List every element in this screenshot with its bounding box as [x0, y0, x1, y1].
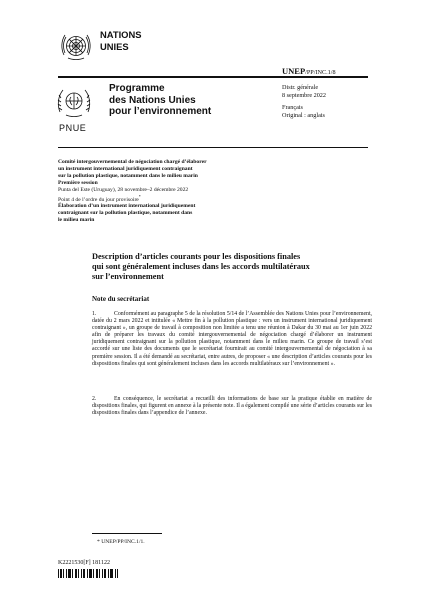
document-meta [282, 84, 326, 120]
original-language: Original : anglais [282, 112, 325, 119]
document-title-line2: qui sont généralement incluses dans les accords multilatéraux [92, 262, 310, 271]
session: Première session [58, 179, 98, 186]
document-symbol [282, 66, 336, 76]
agenda-item: Point 4 de l’ordre du jour provisoire* [58, 193, 141, 203]
document-title [92, 252, 372, 282]
committee-block [58, 159, 258, 224]
paragraph-2 [92, 396, 372, 417]
unep-emblem-icon [55, 84, 93, 120]
document-title-line3: sur l’environnement [92, 272, 164, 281]
language: Français [282, 104, 303, 111]
agenda-title-line3: le milieu marin [58, 217, 95, 224]
org-name [100, 29, 142, 52]
committee-name-line1: Comité intergouvernemental de négociation chargé d’élaborer [58, 159, 207, 165]
session-place: Punta del Este (Uruguay), 28 novembre–2 décembre 2022 [58, 186, 189, 193]
paragraph-number: 1. [92, 311, 97, 317]
header-rule-top [58, 76, 368, 78]
paragraph-text: Conformément au paragraphe 5 de la résolution 5/14 de l’Assemblée des Nations Unies pour l’environnement, datée du 2 mars 2022 et intitulée « Mettre fin à la pollution plastique : vers un instrument international juridiquement contraignant », un groupe de travail à composition non limitée a tenu une réunion à Dakar du 30 mai au 1er juin 2022 afin de préparer les travaux du comité intergouvernemental de négociation chargé d’élaborer un instrument juridiquement contraignant sur la pollution plastique, notamment dans le milieu marin. Ce groupe de travail s’est accordé sur une liste des documents que le secrétariat fournirait au comité intergouvernemental de négociation à sa première session. Il a été demandé au secrétariat, entre autres, de proposer « une description d’articles courants pour les dispositions finales qui sont généralement incluses dans les accords multilatéraux sur l’environnement ». [92, 311, 372, 367]
footnote-rule [92, 533, 162, 534]
pnue-label: PNUE [59, 123, 87, 133]
programme-name-line2: des Nations Unies [109, 94, 196, 106]
un-emblem-icon [58, 29, 94, 65]
header-rule-bottom [58, 147, 368, 148]
org-name-line2: UNIES [100, 40, 129, 52]
agenda-title-line1: Élaboration d’un instrument international juridiquement [58, 203, 196, 210]
footnote: * UNEP/PP/INC.1/1. [97, 539, 145, 545]
distribution: Distr. générale [282, 84, 319, 91]
paragraph-number: 2. [92, 396, 97, 402]
paragraph-1 [92, 311, 372, 368]
document-symbol-rest: /PP/INC.1/8 [305, 69, 336, 76]
document-date: 8 septembre 2022 [282, 92, 326, 99]
programme-name [109, 83, 211, 118]
barcode-icon [58, 569, 118, 578]
agenda-footnote-mark: * [138, 193, 141, 199]
note-heading: Note du secrétariat [92, 295, 150, 303]
document-symbol-main: UNEP [282, 66, 306, 76]
committee-name-line2: un instrument international juridiquement contraignant [58, 165, 193, 172]
programme-name-line3: pour l’environnement [109, 106, 212, 117]
committee-name-line3: sur la pollution plastique, notamment dans le milieu marin [58, 172, 198, 179]
programme-name-line1: Programme [109, 83, 165, 94]
org-name-line1: NATIONS [100, 29, 142, 40]
job-number: K2221530[F] 181122 [58, 560, 110, 566]
paragraph-text: En conséquence, le secrétariat a recueilli des informations de base sur la pratique établie en matière de dispositions finales, qui figurent en annexe à la présente note. Il a également compilé une série d’articles courants sur les dispositions finales dans l’appendice de l’annexe. [92, 396, 372, 417]
document-title-line1: Description d’articles courants pour les dispositions finales [92, 252, 301, 261]
agenda-title-line2: contraignant sur la pollution plastique, notamment dans [58, 210, 193, 217]
